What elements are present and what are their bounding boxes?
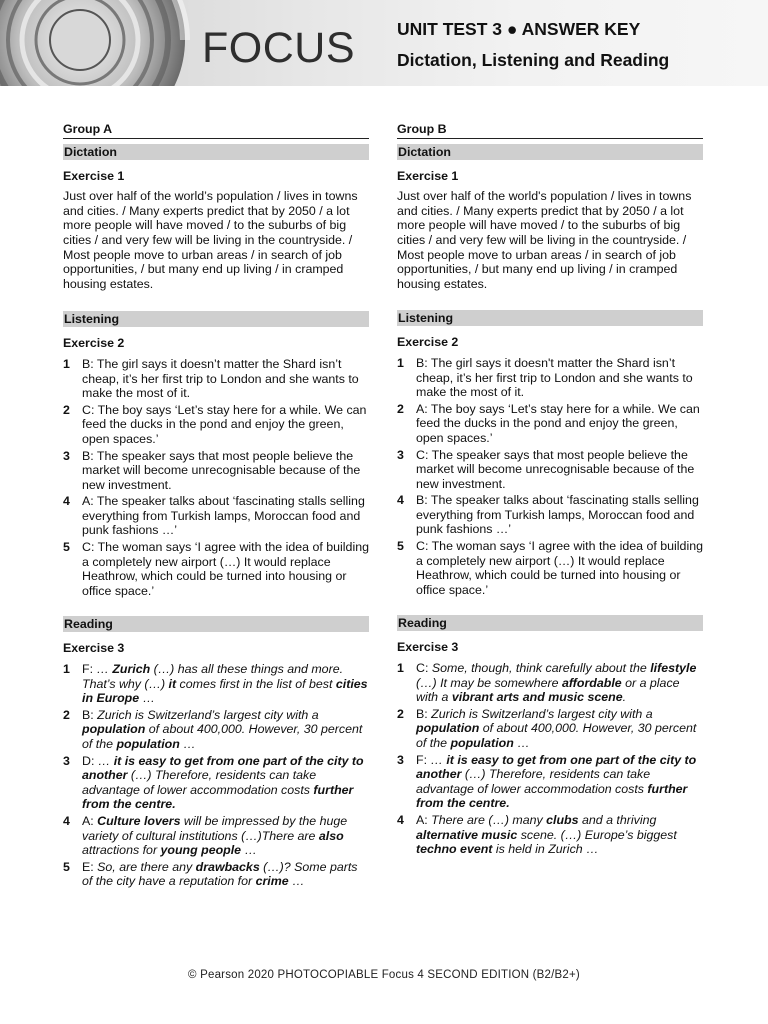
group-a-dictation-header: Dictation [63, 144, 369, 160]
group-b-dictation-text: Just over half of the world's population / lives in towns and cities. / Many experts predict that by 2050 / a lot more people will have moved / to the suburbs of big cities / and very few will be living in the countryside. / Most people move to urban areas / in search of job opportunities, / but many end up living / in cramped housing estates. [397, 189, 692, 291]
focus-logo-art [0, 0, 220, 86]
answer-text-fragment: (…) Therefore, residents can take advantage of lower accommodation costs [82, 768, 317, 797]
answer-text-fragment: . [622, 690, 627, 705]
page-footer: © Pearson 2020 PHOTOCOPIABLE Focus 4 SECOND EDITION (B2/B2+) [188, 969, 580, 981]
group-b-listening-header: Listening [397, 310, 703, 326]
answer-text-fragment: … [288, 874, 305, 889]
answer-item [63, 403, 369, 447]
group-b-label: Group B [397, 122, 703, 139]
answer-key-phrase: techno event [416, 842, 493, 857]
group-b-dictation-header: Dictation [397, 144, 703, 160]
answer-key-phrase: population [450, 736, 514, 750]
answer-text: C: The speaker says that most people believe the market will become unrecognisable because of the new investment. [416, 447, 695, 491]
answer-text: C: The boy says ‘Let’s stay here for a while. We can feed the ducks in the pond and enjoy the green, open spaces.’ [82, 402, 367, 446]
answer-text-fragment: C: [416, 661, 432, 676]
answer-text-fragment: E: [82, 859, 98, 874]
answer-key-phrase: vibrant arts and music scene [451, 690, 623, 705]
answer-text-fragment: … [139, 691, 155, 706]
answer-item [397, 813, 703, 857]
page-subtitle: Dictation, Listening and Reading [397, 50, 670, 70]
answer-text-fragment: is held in Zurich … [492, 842, 599, 857]
answer-key-phrase: affordable [561, 675, 622, 690]
group-a-listening-list [63, 357, 369, 599]
answer-text-fragment: (…) It may be somewhere [416, 675, 562, 690]
group-a-exercise-2-title: Exercise 2 [63, 336, 125, 351]
answer-text-fragment: will be impressed by the huge variety of cultural institutions (…)There are [82, 813, 348, 843]
answer-item [63, 814, 369, 858]
answer-item [63, 449, 369, 493]
answer-key-phrase: drawbacks [195, 859, 260, 874]
answer-text-fragment: comes first in the list of best [176, 676, 336, 691]
answer-text-fragment: or a place with a [416, 675, 680, 705]
answer-text-fragment: … [179, 737, 196, 751]
answer-key-phrase: cities in Europe [82, 676, 368, 706]
answer-text-fragment: D: [82, 753, 98, 768]
answer-item [63, 357, 369, 401]
answer-key-phrase: alternative music [416, 827, 518, 842]
answer-text-fragment: B: [416, 706, 432, 721]
answer-key-phrase: also [318, 828, 344, 843]
answer-text: B: The girl says it doesn’t matter the Shard isn’t cheap, it’s her first trip to London and she wants to make the most of it. [82, 356, 359, 401]
group-a-column [63, 122, 369, 891]
answer-item [397, 539, 703, 597]
answer-key-phrase: population [82, 722, 146, 737]
answer-number: 3 [397, 752, 404, 767]
answer-number: 2 [63, 402, 70, 417]
answer-key-phrase: it is easy to get from one part of the city to another [82, 753, 364, 783]
answer-text: C: The woman says ‘I agree with the idea of building a completely new airport (…) It would replace Heathrow, which could be turned into housing or office space.’ [82, 540, 369, 598]
answer-item [397, 402, 703, 446]
page-title: UNIT TEST 3 ● ANSWER KEY [397, 19, 641, 39]
group-b-reading-header: Reading [397, 615, 703, 631]
answer-text: B: The girl says it doesn't matter the Shard isn’t cheap, it’s her first trip to London and she wants to make the most of it. [416, 355, 693, 400]
answer-text-fragment: scene. (…) Europe’s biggest [517, 827, 677, 842]
answer-key-phrase: Culture lovers [97, 813, 181, 828]
answer-text-fragment: … [513, 736, 530, 750]
answer-text-fragment: There are (…) many [431, 812, 547, 827]
group-a-dictation-text: Just over half of the world’s population / lives in towns and cities. / Many experts predict that by 2050 / a lot more people will have moved / to the suburbs of big cities / and very few will be living in the countryside. / Most people move to urban areas / in search of job opportunities, / but many end up living / in cramped housing estates. [63, 189, 358, 291]
answer-text-fragment: Zurich is Switzerland’s largest city with a [97, 707, 319, 722]
answer-item [63, 708, 369, 752]
answer-number: 4 [63, 813, 70, 828]
answer-number: 1 [397, 661, 404, 676]
answer-text-fragment: So, are there any [97, 859, 196, 874]
answer-item [397, 356, 703, 400]
answer-text: B: The speaker says that most people believe the market will become unrecognisable because of the new investment. [82, 448, 361, 492]
answer-number: 4 [397, 493, 404, 508]
answer-key-phrase: lifestyle [650, 661, 697, 676]
answer-text-fragment: F: [82, 662, 97, 677]
group-a-exercise-3-title: Exercise 3 [63, 641, 125, 656]
answer-item [397, 707, 703, 751]
group-a-label: Group A [63, 122, 369, 139]
group-b-exercise-3-title: Exercise 3 [397, 640, 459, 655]
group-b-reading-list [397, 661, 703, 857]
answer-number: 1 [63, 662, 70, 677]
answer-text-fragment: F: [416, 752, 431, 767]
answer-text-fragment: (…)? Some parts of the city have a reputation for [82, 859, 358, 889]
answer-text-fragment: Zurich is Switzerland’s largest city with a [431, 706, 653, 721]
answer-text-fragment: A: [82, 813, 98, 828]
answer-text-fragment: of about 400,000. However, 30 percent of the [416, 721, 697, 750]
group-b-exercise-2-title: Exercise 2 [397, 335, 459, 350]
answer-text-fragment: … [430, 752, 447, 767]
answer-number: 3 [63, 753, 70, 768]
answer-key-phrase: crime [255, 874, 289, 889]
answer-key-phrase: population [116, 737, 180, 751]
answer-text-fragment: … [96, 662, 113, 677]
answer-number: 5 [397, 539, 404, 554]
answer-item [63, 754, 369, 812]
answer-number: 5 [63, 859, 70, 874]
answer-text-fragment: B: [82, 707, 98, 722]
answer-text: A: The speaker talks about ‘fascinating stalls selling everything from Turkish lamps, Moroccan food and punk fashions …’ [82, 494, 365, 538]
page-header [0, 0, 768, 86]
answer-key-phrase: population [416, 721, 480, 736]
answer-number: 2 [397, 401, 404, 416]
group-a-reading-header: Reading [63, 616, 369, 632]
answer-text-fragment: … [97, 753, 114, 768]
answer-text-fragment: and a thriving [578, 812, 657, 827]
answer-number: 4 [397, 812, 404, 827]
answer-key-phrase: further from the centre. [82, 782, 354, 812]
brand-logo-text: FOCUS [202, 24, 355, 72]
answer-number: 5 [63, 540, 70, 555]
answer-item [63, 860, 369, 889]
group-b-exercise-1-title: Exercise 1 [397, 168, 459, 183]
answer-number: 4 [63, 494, 70, 509]
answer-text: C: The woman says ‘I agree with the idea of building a completely new airport (…) It would replace Heathrow, which could be turned into housing or office space.’ [416, 539, 703, 597]
answer-text-fragment: Some, though, think carefully about the [431, 661, 651, 676]
answer-item [397, 493, 703, 537]
answer-text-fragment: (…) has all these things and more. That’s why (…) [82, 662, 344, 691]
answer-text-fragment: A: [416, 812, 432, 827]
answer-key-phrase: it is easy to get from one part of the city to another [416, 752, 697, 782]
answer-text-fragment: … [241, 843, 257, 858]
answer-text: B: The speaker talks about ‘fascinating stalls selling everything from Turkish lamps, Moroccan food and punk fashions …’ [416, 493, 699, 537]
answer-key-phrase: further from the centre. [416, 781, 688, 811]
answer-number: 1 [63, 356, 70, 371]
answer-key-phrase: it [168, 676, 177, 691]
answer-text: A: The boy says ‘Let’s stay here for a while. We can feed the ducks in the pond and enjoy the green, open spaces.’ [416, 401, 700, 445]
answer-item [397, 661, 703, 705]
answer-item [397, 448, 703, 492]
answer-text-fragment: attractions for [82, 843, 161, 858]
answer-item [63, 494, 369, 538]
answer-number: 2 [63, 707, 70, 722]
answer-item [397, 753, 703, 811]
group-a-reading-list [63, 662, 369, 889]
answer-item [63, 662, 369, 706]
answer-number: 1 [397, 355, 404, 370]
group-a-exercise-1-title: Exercise 1 [63, 168, 125, 183]
group-b-column [397, 122, 703, 859]
answer-key-phrase: Zurich [112, 662, 151, 677]
group-a-listening-header: Listening [63, 311, 369, 327]
answer-item [63, 540, 369, 598]
answer-text-fragment: of about 400,000. However, 30 percent of the [82, 722, 363, 751]
answer-key-phrase: clubs [546, 812, 579, 827]
answer-text-fragment: (…) Therefore, residents can take advantage of lower accommodation costs [416, 767, 651, 796]
answer-key-phrase: young people [160, 843, 242, 858]
answer-number: 2 [397, 706, 404, 721]
answer-number: 3 [63, 448, 70, 463]
answer-number: 3 [397, 447, 404, 462]
group-b-listening-list [397, 356, 703, 598]
